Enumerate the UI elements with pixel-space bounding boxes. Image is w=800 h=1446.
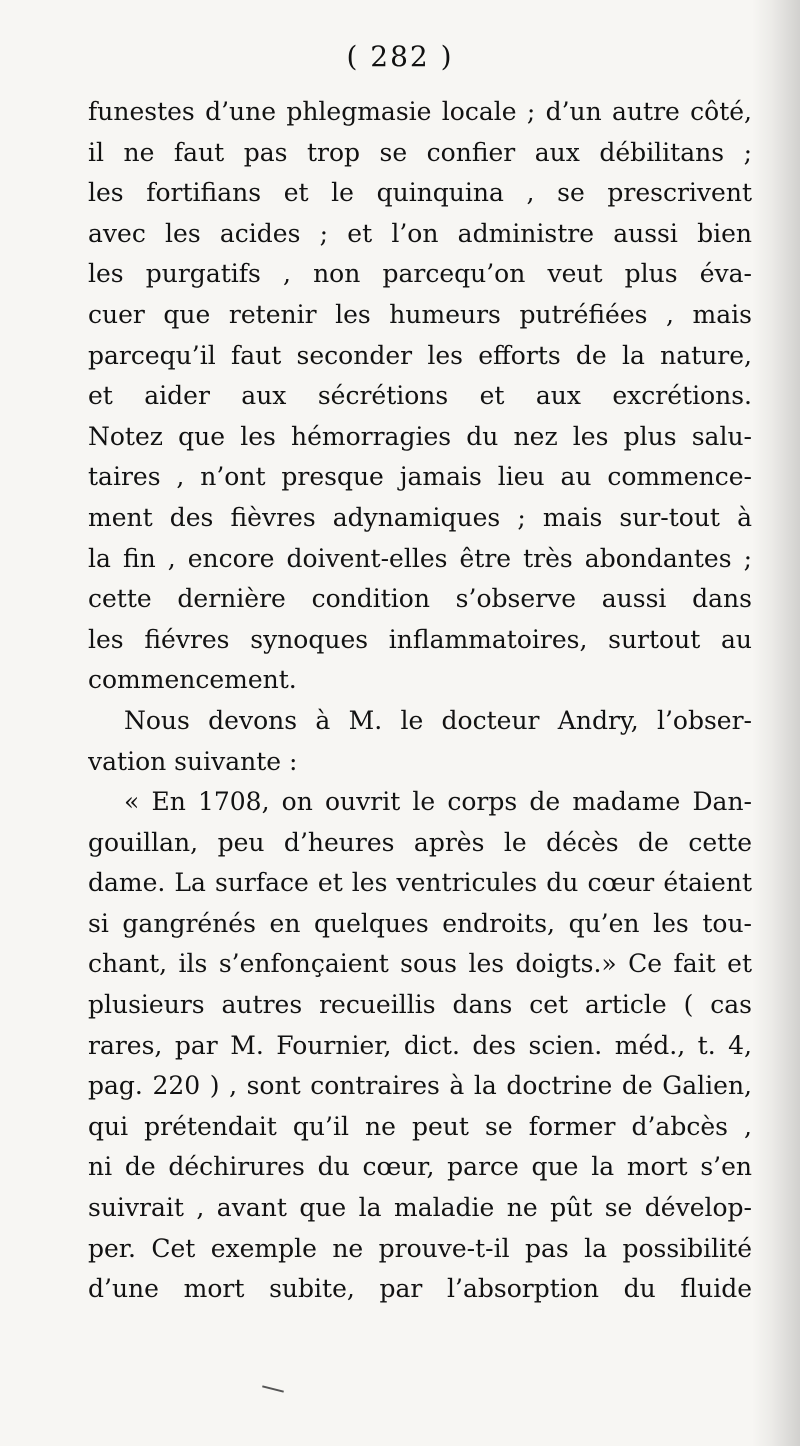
text-line: la fin , encore doivent-elles être très abondantes ;: [88, 543, 752, 573]
body-text: [88, 92, 752, 1310]
text-line: parcequ’il faut seconder les efforts de la nature,: [88, 340, 752, 370]
text-line: et aider aux sécrétions et aux excrétions.: [88, 381, 752, 411]
text-line: rares, par M. Fournier, dict. des scien. méd., t. 4,: [88, 1030, 752, 1060]
text-line: si gangrénés en quelques endroits, qu’en les tou-: [88, 908, 752, 938]
text-line: dame. La surface et les ventricules du cœur étaient: [88, 868, 752, 898]
page-number: ( 282 ): [346, 40, 454, 73]
text-line: cuer que retenir les humeurs putréfiées , mais: [88, 299, 752, 329]
text-line: ni de déchirures du cœur, parce que la mort s’en: [88, 1152, 752, 1182]
text-line: gouillan, peu d’heures après le décès de cette: [88, 827, 752, 857]
text-line: per. Cet exemple ne prouve-t-il pas la possibilité: [88, 1233, 752, 1263]
text-line: il ne faut pas trop se confier aux débilitans ;: [88, 137, 752, 167]
text-line: ment des fièvres adynamiques ; mais sur-tout à: [88, 502, 752, 532]
text-line: « En 1708, on ouvrit le corps de madame Dan-: [124, 787, 752, 817]
text-line: chant, ils s’enfonçaient sous les doigts.» Ce fait et: [88, 949, 752, 979]
text-line: funestes d’une phlegmasie locale ; d’un autre côté,: [88, 97, 752, 126]
text-line: cette dernière condition s’observe aussi dans: [88, 584, 752, 614]
text-line: d’une mort subite, par l’absorption du fluide: [88, 1274, 752, 1304]
text-line: Nous devons à M. le docteur Andry, l’obser-: [124, 705, 752, 735]
text-line: pag. 220 ) , sont contraires à la doctrine de Galien,: [88, 1071, 752, 1101]
text-line: qui prétendait qu’il ne peut se former d’abcès ,: [88, 1111, 752, 1141]
text-line: vation suivante :: [88, 746, 298, 776]
text-line: les fortifians et le quinquina , se prescrivent: [88, 178, 752, 208]
text-line: les purgatifs , non parcequ’on veut plus éva-: [88, 259, 752, 289]
text-line: suivrait , avant que la maladie ne pût se dévelop-: [88, 1193, 752, 1223]
page-edge-shadow: [752, 0, 800, 1446]
ink-mark: [262, 1385, 284, 1392]
text-line: taires , n’ont presque jamais lieu au commence-: [88, 462, 752, 492]
text-line: avec les acides ; et l’on administre aussi bien: [88, 218, 752, 248]
text-line: les fiévres synoques inflammatoires, surtout au: [88, 624, 752, 654]
text-line: plusieurs autres recueillis dans cet article ( cas: [88, 990, 752, 1020]
text-line: Notez que les hémorragies du nez les plus salu-: [88, 421, 752, 451]
text-line: commencement.: [88, 665, 297, 695]
